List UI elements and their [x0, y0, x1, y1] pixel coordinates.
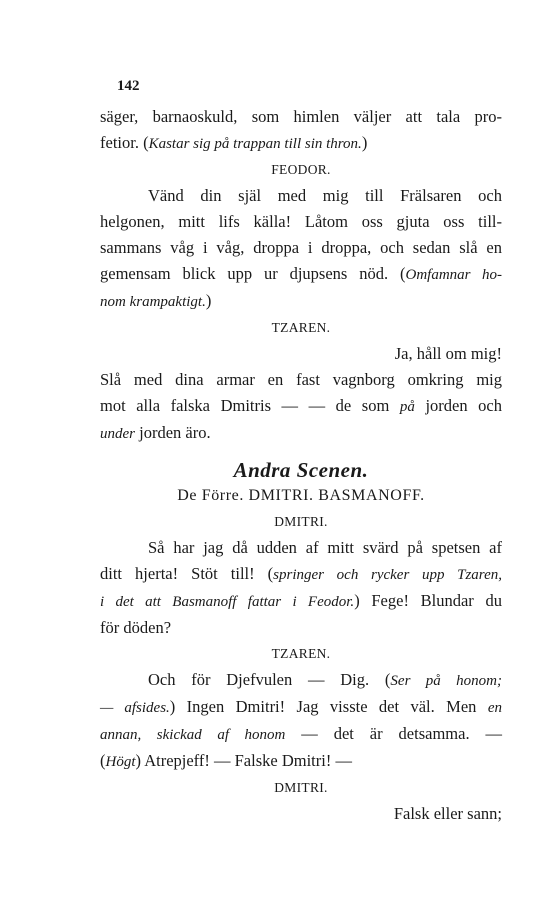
- text-run: (: [100, 751, 106, 770]
- speaker-feodor: FEODOR.: [271, 162, 331, 177]
- speaker-tzaren: TZAREN.: [271, 320, 331, 335]
- scene-cast: De Förre. DMITRI. BASMANOFF.: [177, 487, 425, 504]
- page-number: 142: [117, 78, 140, 94]
- stage-direction: Ser på honom;: [390, 673, 503, 689]
- text-run: mot alla falska Dmitris — — de som: [100, 396, 400, 415]
- text-line: Ja, håll om mig!: [394, 344, 502, 363]
- speaker-dmitri: DMITRI.: [274, 514, 328, 529]
- text-run: ) Atrepjeff! — Falske Dmitri! —: [135, 751, 352, 770]
- stage-direction: Kastar sig på trappan till sin thron.: [148, 136, 362, 152]
- text-line: sammans våg i våg, droppa i droppa, och sedan slå en: [100, 238, 502, 257]
- emphasis: annan, skickad af honom: [100, 727, 286, 743]
- stage-direction: nom krampaktigt.: [100, 294, 206, 310]
- text-run: jorden äro.: [135, 423, 211, 442]
- emphasis: på: [399, 399, 415, 415]
- text-run: ditt hjerta! Stöt till! (: [100, 564, 274, 583]
- text-line: [100, 588, 502, 615]
- text-line: [100, 748, 502, 775]
- text-run: ): [361, 133, 368, 152]
- text-line: Falsk eller sann;: [393, 804, 502, 823]
- speaker-tzaren: TZAREN.: [271, 646, 331, 661]
- text-line: för döden?: [100, 618, 172, 637]
- text-run: fetior. (: [100, 133, 149, 152]
- stage-direction: Högt: [105, 754, 136, 770]
- text-line: [100, 420, 502, 447]
- text-line: helgonen, mitt lifs källa! Låtom oss gjuta oss till-: [100, 212, 502, 231]
- emphasis: en: [487, 700, 502, 716]
- speaker-dmitri: DMITRI.: [274, 780, 328, 795]
- text-run: ): [205, 291, 212, 310]
- text-line: [100, 288, 502, 315]
- stage-direction: Omfamnar ho-: [405, 267, 502, 283]
- text-line: Slå med dina armar en fast vagnborg omkring mig: [100, 370, 502, 389]
- text-line: [100, 694, 502, 721]
- text-run: ) Fege! Blundar du: [354, 591, 502, 610]
- text-line: [100, 561, 502, 588]
- text-run: ) Ingen Dmitri! Jag visste det väl. Men: [169, 697, 488, 716]
- text-line: [100, 721, 502, 748]
- text-run: — det är detsamma. —: [285, 724, 502, 743]
- text-run: Och för Djefvulen — Dig. (: [148, 670, 391, 689]
- text-line: Så har jag då udden af mitt svärd på spetsen af: [148, 538, 502, 557]
- text-line: [100, 261, 502, 288]
- emphasis: under: [100, 426, 135, 442]
- stage-direction: springer och rycker upp Tzaren,: [273, 567, 502, 583]
- text-line: säger, barnaoskuld, som himlen väljer att tala pro-: [100, 107, 502, 126]
- stage-direction: i det att Basmanoff fattar i Feodor.: [100, 594, 355, 610]
- text-line: Vänd din själ med mig till Frälsaren och: [148, 186, 502, 205]
- text-line: [100, 393, 502, 420]
- text-line: [100, 667, 502, 694]
- text-line: [100, 130, 502, 157]
- text-run: jorden och: [414, 396, 502, 415]
- page-text: [100, 104, 502, 827]
- stage-direction: — afsides.: [100, 700, 170, 716]
- text-run: gemensam blick upp ur djupsens nöd. (: [100, 264, 406, 283]
- scene-title: Andra Scenen.: [233, 458, 369, 482]
